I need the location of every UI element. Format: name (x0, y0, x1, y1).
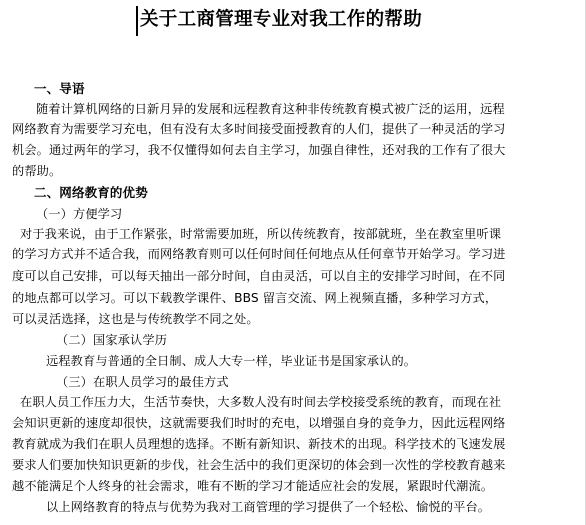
paragraph-line: 随着计算机网络的日新月异的发展和远程教育这种非传统教育模式被广泛的运用，远程 (36, 102, 505, 116)
paragraph-line: 远程教育与普通的全日制、成人大专一样，毕业证书是国家承认的。 (46, 354, 417, 368)
paragraph-line: 的地点都可以学习。可以下载教学课件、BBS 留言交流、网上视频直播，多种学习方式， (12, 291, 498, 305)
paragraph-line: 的学习方式并不适合我，而网络教育则可以任何时间任何地点从任何章节开始学习。学习进 (12, 247, 506, 261)
subheading-recognized-degree: （二）国家承认学历 (56, 333, 168, 347)
paragraph-line: 在职人员工作压力大，生活节奏快，大多数人没有时间去学校接受系统的教育，而现在社 (20, 395, 502, 409)
paragraph-line: 可以灵活选择，这也是与传统教学不同之处。 (12, 312, 259, 326)
heading-advantages: 二、网络教育的优势 (34, 185, 148, 200)
paragraph-line: 会知识更新的速度却很快，这就需要我们时时的充电，以增强自身的竞争力，因此远程网络 (12, 416, 506, 430)
heading-introduction: 一、导语 (34, 81, 85, 96)
subheading-best-way-for-workers: （三）在职人员学习的最佳方式 (56, 375, 229, 389)
paragraph-line: 教育就成为我们在职人员理想的选择。不断有新知识、新技术的出现。科学技术的飞速发展 (12, 437, 506, 451)
text-cursor (136, 6, 138, 36)
paragraph-line: 越不能满足个人终身的社会需求，唯有不断的学习才能适应社会的发展，紧跟时代潮流。 (12, 479, 494, 493)
subheading-convenient-learning: （一）方便学习 (36, 207, 123, 221)
paragraph-line: 对于我来说，由于工作紧张，时常需要加班，所以传统教育，按部就班，坐在教室里听课 (20, 227, 502, 241)
paragraph-line: 以上网络教育的特点与优势为我对工商管理的学习提供了一个轻松、愉悦的平台。 (46, 500, 491, 514)
document-title: 关于工商管理专业对我工作的帮助 (140, 9, 423, 30)
paragraph-line: 机会。通过两年的学习，我不仅懂得如何去自主学习，加强自律性，还对我的工作有了很大 (12, 143, 506, 157)
paragraph-line: 要求人们要加快知识更新的步伐，社会生活中的我们更深切的体会到一次性的学校教育越来 (12, 458, 506, 472)
paragraph-line: 度可以自己安排，可以每天抽出一部分时间，自由灵活，可以自主的安排学习时间，在不同 (12, 269, 506, 283)
paragraph-line: 网络教育为需要学习充电，但有没有太多时间接受面授教育的人们，提供了一种灵活的学习 (12, 122, 506, 136)
paragraph-line: 的帮助。 (12, 164, 62, 178)
